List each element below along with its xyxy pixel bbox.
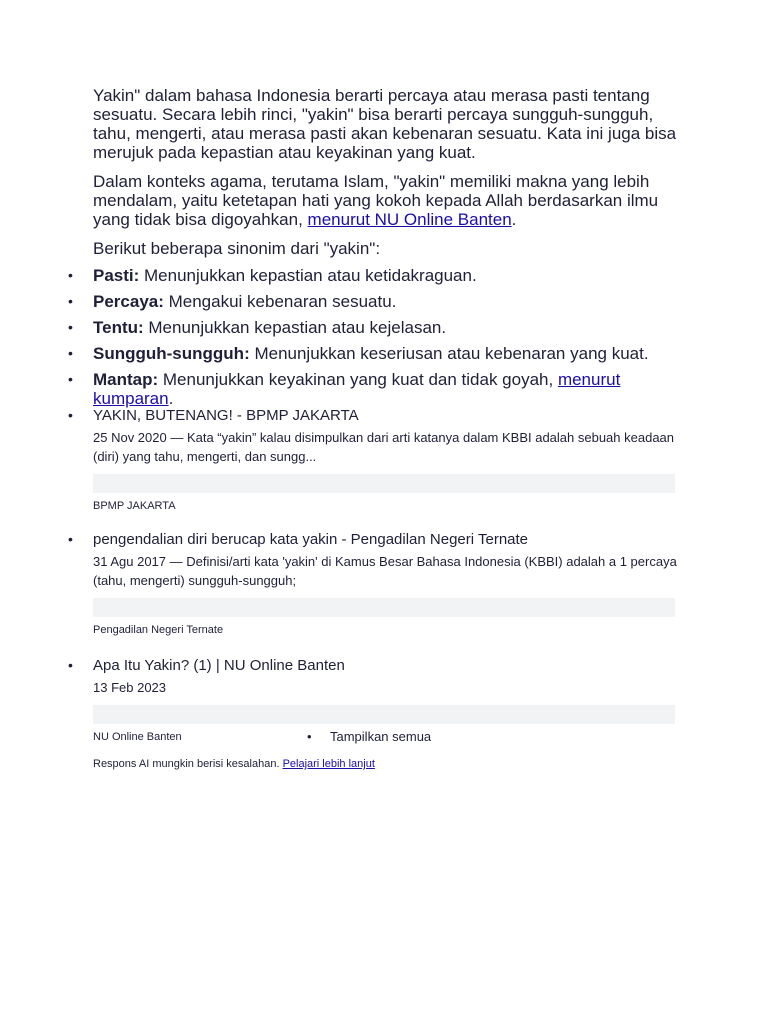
source-snippet: 25 Nov 2020 — Kata “yakin” kalau disimpulkan dari arti katanya dalam KBBI adalah sebuah keadaan (diri) yang tahu, mengerti, dan sungg... <box>93 430 675 464</box>
synonym-item <box>93 370 693 408</box>
disclaimer-text: Respons AI mungkin berisi kesalahan. <box>93 758 283 770</box>
source-title[interactable]: • Apa Itu Yakin? (1) | NU Online Banten <box>93 657 345 674</box>
source-thumbnail-bar <box>93 705 675 724</box>
synonym-desc: Mengakui kebenaran sesuatu. <box>163 292 397 311</box>
source-title[interactable]: • pengendalian diri berucap kata yakin - Pengadilan Negeri Ternate <box>93 531 529 548</box>
paragraph-religious-context <box>93 172 693 229</box>
source-title[interactable]: • YAKIN, BUTENANG! - BPMP JAKARTA <box>93 407 359 424</box>
show-all-button[interactable]: • Tampilkan semua <box>330 729 431 745</box>
synonym-term: Pasti: <box>93 266 140 285</box>
synonym-item <box>93 266 693 285</box>
paragraph-religious-text: Dalam konteks agama, terutama Islam, "yakin" memiliki makna yang lebih mendalam, yaitu ketetapan hati yang kokoh kepada Allah berdasarkan ilmu yang tidak bisa digoyahkan, <box>93 172 659 229</box>
synonym-end: . <box>168 389 174 408</box>
synonym-desc: Menunjukkan keseriusan atau kebenaran yang kuat. <box>249 344 649 363</box>
source-site-name: BPMP JAKARTA <box>93 500 176 512</box>
paragraph-definition: Yakin" dalam bahasa Indonesia berarti percaya atau merasa pasti tentang sesuatu. Secara lebih rinci, "yakin" bisa berarti percaya sungguh-sungguh, tahu, mengerti, atau merasa pasti akan kebenaran sesuatu. Kata ini juga bisa merujuk pada kepastian atau keyakinan yang kuat. <box>93 86 677 162</box>
paragraph-end: . <box>511 210 517 229</box>
synonym-term: Percaya: <box>93 292 164 311</box>
synonym-term: Tentu: <box>93 318 144 337</box>
synonym-item <box>93 344 693 363</box>
source-thumbnail-bar <box>93 598 675 617</box>
source-site-name: NU Online Banten <box>93 731 182 743</box>
source-snippet: 31 Agu 2017 — Definisi/arti kata 'yakin' di Kamus Besar Bahasa Indonesia (KBBI) adalah a 1 percaya (tahu, mengerti) sungguh-sungguh; <box>93 554 677 588</box>
synonym-desc: Menunjukkan kepastian atau kejelasan. <box>143 318 447 337</box>
synonym-term: Sungguh-sungguh: <box>93 344 250 363</box>
source-link-nu-online-banten[interactable]: menurut NU Online Banten <box>307 210 512 229</box>
synonym-term: Mantap: <box>93 370 159 389</box>
synonyms-intro: Berikut beberapa sinonim dari "yakin": <box>93 239 381 258</box>
ai-overview <box>93 86 693 744</box>
synonym-desc: Menunjukkan kepastian atau ketidakraguan. <box>139 266 477 285</box>
synonym-desc: Menunjukkan keyakinan yang kuat dan tidak goyah, <box>158 370 558 389</box>
source-card[interactable] <box>93 407 693 513</box>
synonym-item <box>93 292 693 311</box>
learn-more-link[interactable]: Pelajari lebih lanjut <box>282 758 375 770</box>
source-site-name: Pengadilan Negeri Ternate <box>93 624 224 636</box>
ai-disclaimer <box>93 757 375 771</box>
synonym-list <box>93 266 693 408</box>
synonym-item <box>93 318 693 337</box>
source-card[interactable] <box>93 531 693 637</box>
source-thumbnail-bar <box>93 474 675 493</box>
source-snippet: 13 Feb 2023 <box>93 680 167 695</box>
source-link-kumparan[interactable]: menurut kumparan <box>93 370 621 408</box>
